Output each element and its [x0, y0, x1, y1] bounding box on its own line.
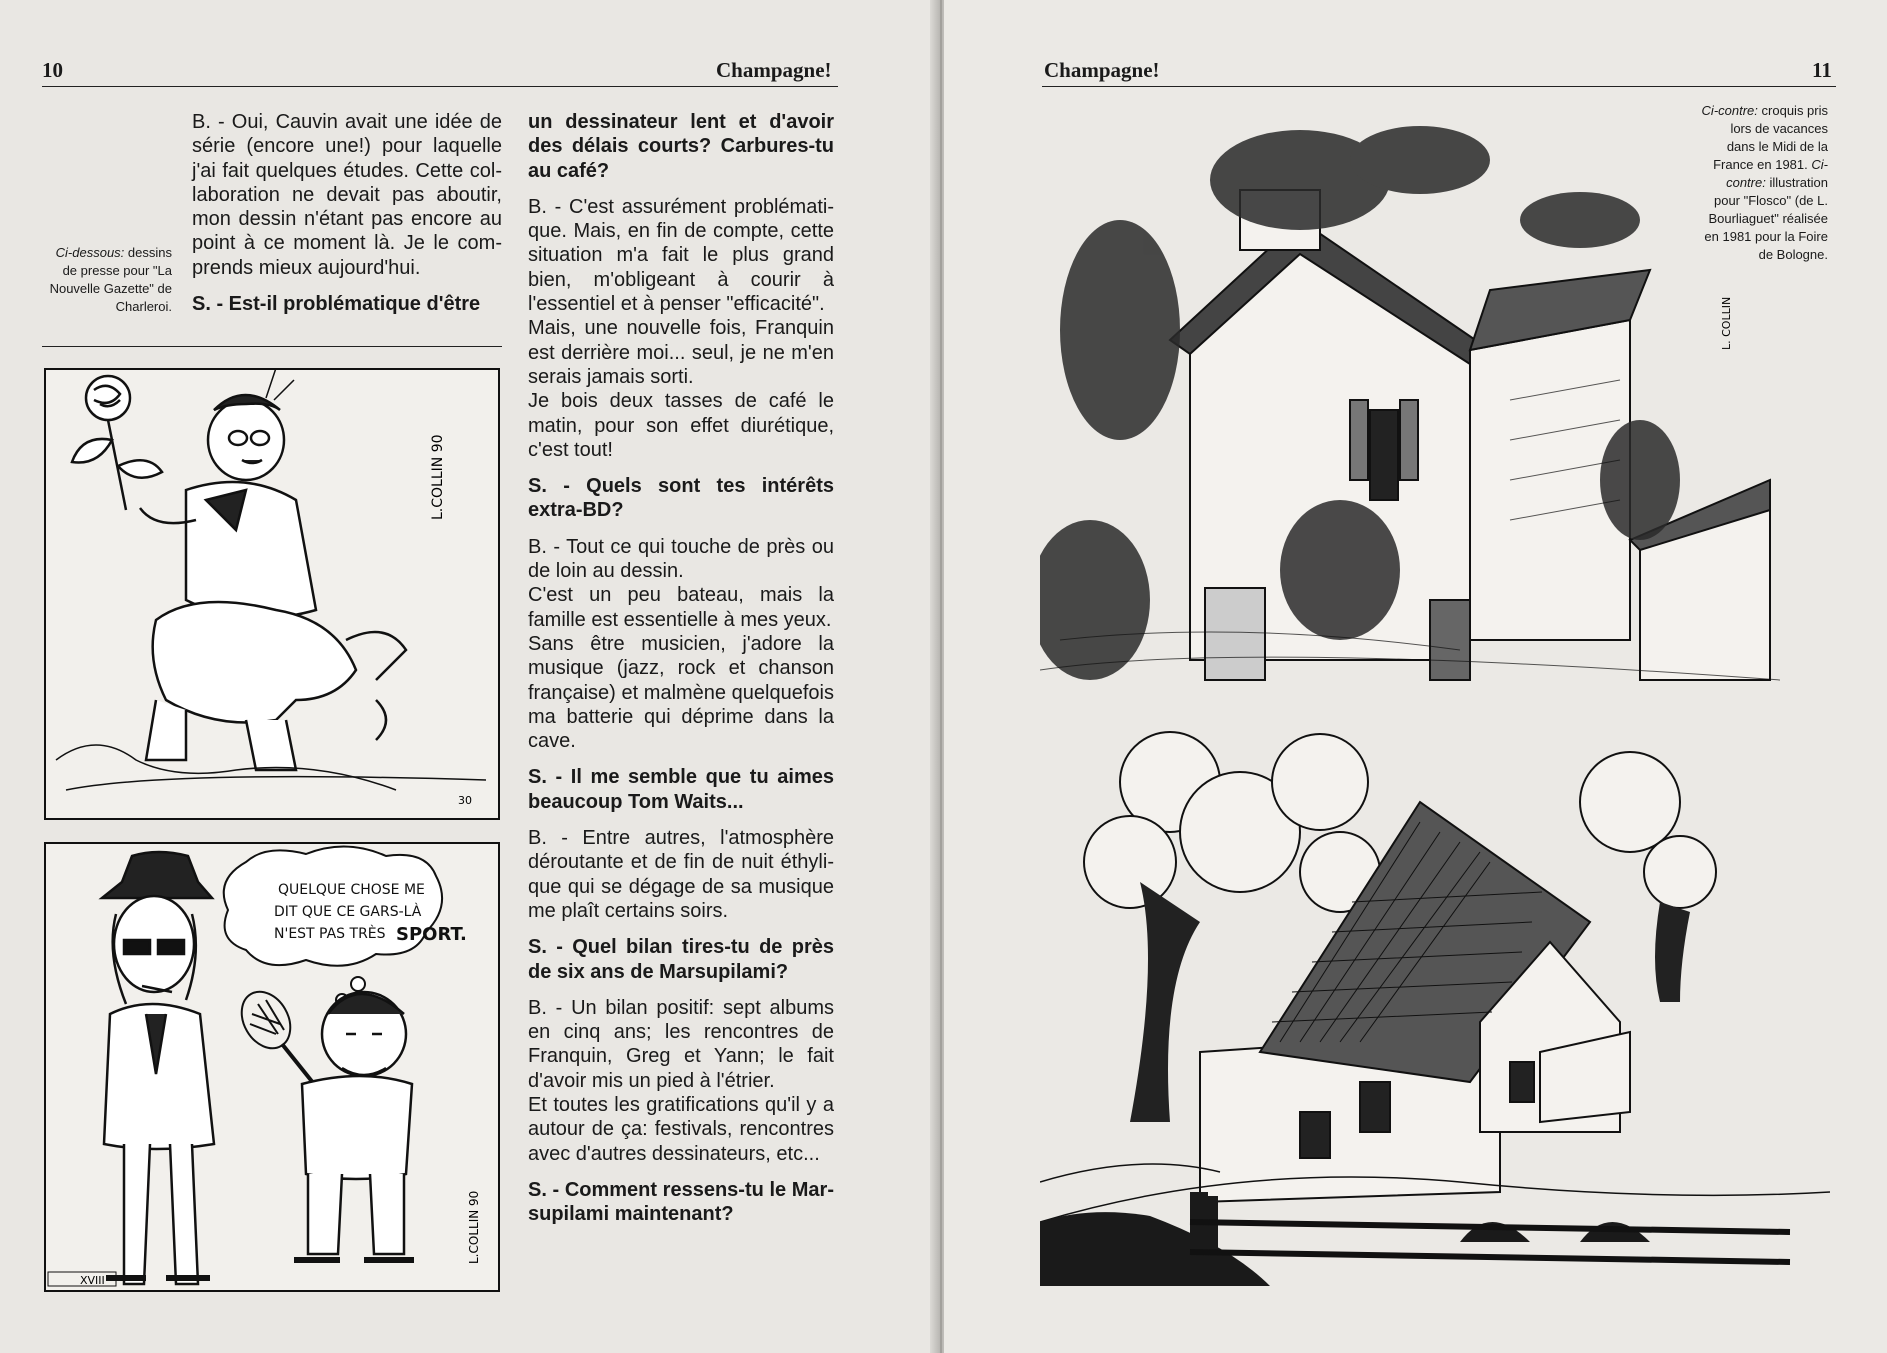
left-page: [0, 0, 938, 1353]
caption-text-1: croquis pris lors de vacances dans le Midi de la France en 1981.: [1713, 103, 1828, 172]
cartoon-2-stamp: XVIII: [80, 1274, 105, 1287]
house-sketch: [1040, 100, 1780, 696]
house-sketch-drawing: [1040, 100, 1780, 696]
cartoon-panel-tennis: [44, 842, 500, 1292]
speech-emphasis: SPORT.: [396, 924, 467, 945]
page-number: 11: [1812, 58, 1832, 82]
text-column-2: [528, 110, 834, 1238]
answer-4b: Et toutes les gratifications qu'il y a autour de ça: festivals, rencontres avec d'autres dessinateurs, etc...: [528, 1093, 834, 1165]
speech-line-1: QUELQUE CHOSE ME: [278, 882, 425, 898]
sketch-signature: L. COLLIN: [1720, 296, 1733, 350]
caption-text: dessins de presse pour "La Nouvelle Gazette" de Charleroi.: [49, 245, 172, 314]
answer-2c: Sans être musicien, j'adore la musique (jazz, rock et chanson française) et malmène quelquefois ma batterie qui déprime dans la cave.: [528, 632, 834, 753]
caption-label: Ci-dessous:: [55, 245, 125, 260]
caption-label-2: Ci-contre:: [1726, 157, 1828, 190]
left-caption: [44, 244, 172, 316]
question-3: S. - Il me semble que tu aimes beaucoup Tom Waits...: [528, 766, 834, 813]
answer-3: B. - Entre autres, l'atmosphère déroutante et de fin de nuit éthylique qui se dégage de sa musique me plaît certains soirs.: [528, 827, 834, 922]
running-head: Champagne!: [716, 58, 832, 82]
question-2: S. - Quels sont tes intérêts extra-BD?: [528, 475, 834, 522]
caption-text-2: illustration pour "Flosco" (de L. Bourliaguet" réalisée en 1981 pour la Foire de Bologne.: [1704, 175, 1828, 262]
question-5: S. - Comment ressens-tu le Marsupilami maintenant?: [528, 1178, 834, 1226]
cartoon-tennis-drawing: [46, 844, 498, 1290]
caption-label-1: Ci-contre:: [1701, 103, 1758, 118]
question-1: un dessinateur lent et d'avoir des délais courts? Carbures-tu au café?: [528, 111, 834, 182]
right-page: [944, 0, 1887, 1353]
answer-4: B. - Un bilan positif: sept albums en cinq ans; les rencontres de Franquin, Greg et Yann; le fait d'avoir mis un pied à l'étrier.: [528, 996, 834, 1092]
answer-1: B. - C'est assurément problématique. Mais, en fin de compte, cette situation m'a fait le plus grand bien, m'obligeant à courir à l'essentiel et à penser "efficacité".: [528, 195, 834, 316]
answer-paragraph: B. - Oui, Cauvin avait une idée de série (encore une!) pour laquelle j'ai fait quelques études. Cette collaboration ne devait pas aboutir, mon dessin n'étant pas encore au point à ce moment là. Je le comprends mieux aujourd'hui.: [192, 111, 502, 279]
section-rule: [42, 346, 502, 347]
answer-1c: Je bois deux tasses de café le matin, pour son effet diurétique, c'est tout!: [528, 390, 834, 461]
question: S. - Est-il problématique d'être: [192, 293, 481, 316]
cartoon-2-signature: L.COLLIN 90: [467, 1190, 481, 1264]
cartoon-rose-drawing: [46, 370, 498, 818]
farmhouse-illustration-drawing: [1040, 722, 1830, 1286]
speech-line-2: DIT QUE CE GARS-LÀ: [274, 904, 422, 920]
farmhouse-illustration: [1040, 722, 1830, 1286]
question-4: S. - Quel bilan tires-tu de près de six ans de Marsupilami?: [528, 936, 834, 983]
cartoon-panel-rose: [44, 368, 500, 820]
text-column-1: [192, 110, 502, 328]
page-number: 10: [42, 58, 63, 82]
speech-line-3: N'EST PAS TRÈS: [274, 926, 386, 942]
running-head: Champagne!: [1044, 58, 1160, 82]
answer-2: B. - Tout ce qui touche de près ou de loin au dessin.: [528, 535, 834, 583]
answer-1b: Mais, une nouvelle fois, Franquin est derrière moi... seul, je ne m'en serais jamais sorti.: [528, 317, 834, 388]
header-rule: [1042, 86, 1836, 87]
cartoon-1-signature: L.COLLIN 90: [430, 434, 446, 520]
header-rule: [42, 86, 838, 87]
cartoon-1-number: 30: [458, 794, 472, 807]
answer-2b: C'est un peu bateau, mais la famille est essentielle à mes yeux.: [528, 584, 834, 631]
